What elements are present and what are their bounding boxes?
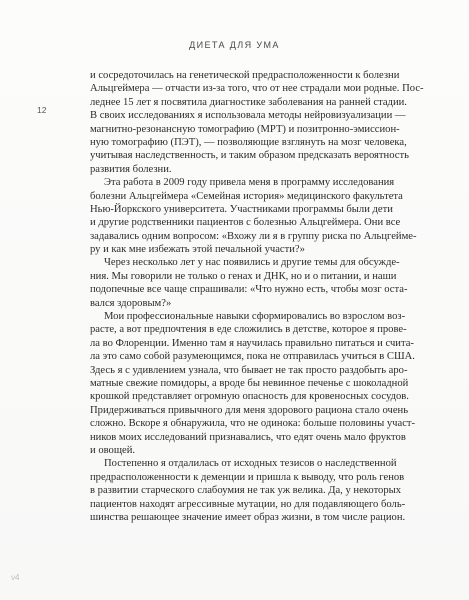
running-head: ДИЕТА ДЛЯ УМА bbox=[189, 40, 280, 50]
text-line: и овощей. bbox=[90, 444, 136, 456]
footer-mark: ν4 bbox=[11, 573, 20, 582]
text-line: шинства решающее значение имеет образ жизни, в том числе рацион. bbox=[90, 511, 406, 523]
text-line: Эта работа в 2009 году привела меня в программу исследования bbox=[104, 177, 395, 189]
text-line: Здесь я с удивлением узнала, что бывает не так просто раздобыть аро- bbox=[90, 364, 408, 376]
text-line: крошкой представляет огромную опасность для кровеносных сосудов. bbox=[90, 391, 409, 403]
text-line: ру и как мне избежать этой печальной участи?» bbox=[90, 244, 305, 256]
paragraph bbox=[90, 256, 408, 310]
text-line: ла это само собой разумеющимся, пока не отправилась учиться в США. bbox=[90, 351, 415, 363]
text-line: магнитно-резонансную томографию (МРТ) и позитронно-эмиссион- bbox=[90, 123, 400, 135]
text-line: матные свежие помидоры, а вроде бы невинное печенье с шоколадной bbox=[90, 377, 409, 389]
text-line: и сосредоточилась на генетической предрасположенности к болезни bbox=[90, 70, 400, 81]
text-line: расте, а вот предпочтения в еде сложились в детстве, которое я прове- bbox=[90, 324, 407, 336]
text-line: предрасположенности к деменции и пришла к выводу, что роль генов bbox=[90, 471, 405, 483]
paragraph bbox=[90, 69, 424, 176]
text-line: подопечные все чаще спрашивали: «Что нужно есть, чтобы мозг оста- bbox=[90, 284, 408, 296]
paragraph bbox=[90, 457, 406, 524]
text-line: вался здоровым?» bbox=[90, 297, 172, 309]
text-line: пациентов находят агрессивные мутации, но для подавляющего боль- bbox=[90, 498, 406, 510]
text-line: сложно. Вскоре я обнаружила, что не одинока: больше половины участ- bbox=[90, 418, 416, 430]
text-line: развития болезни. bbox=[90, 163, 172, 175]
text-line: Постепенно я отдалилась от исходных тезисов о наследственной bbox=[104, 458, 397, 470]
text-line: Нью-Йоркского университета. Участниками программы были дети bbox=[90, 203, 393, 215]
text-line: ников моих исследований признавались, что едят очень мало фруктов bbox=[90, 431, 406, 443]
text-line: в развитии старческого слабоумия не так уж велика. Да, у некоторых bbox=[90, 485, 402, 497]
text-line: ла во Флоренции. Именно там я научилась правильно питаться и счита- bbox=[90, 337, 414, 349]
text-line: Придерживаться привычного для меня здорового рациона стало очень bbox=[90, 404, 409, 416]
text-line: учитывая наследственность, и таким образом предсказать вероятность bbox=[90, 150, 409, 162]
text-line: В своих исследованиях я использовала методы нейровизуализации — bbox=[90, 110, 406, 122]
body-text bbox=[90, 69, 424, 524]
text-line: болезни Альцгеймера «Семейная история» медицинского факультета bbox=[90, 190, 403, 202]
text-line: Альцгеймера — отчасти из-за того, что от нее страдали мои родные. Пос- bbox=[90, 83, 424, 95]
paragraph bbox=[90, 176, 417, 256]
page-number: 12 bbox=[37, 105, 47, 115]
text-line: ния. Мы говорили не только о генах и ДНК, но и о питании, и наши bbox=[90, 270, 397, 282]
text-line: и другие родственники пациентов с болезнью Альцгеймера. Они все bbox=[90, 217, 401, 229]
text-line: Через несколько лет у нас появились и другие темы для обсужде- bbox=[104, 257, 400, 269]
paragraph bbox=[90, 310, 416, 457]
text-line: леднее 15 лет я посвятила диагностике заболевания на ранней стадии. bbox=[90, 96, 407, 108]
text-line: задавались одним вопросом: «Вхожу ли я в группу риска по Альцгейме- bbox=[90, 230, 417, 242]
text-line: ную томографию (ПЭТ), — позволяющие взглянуть на мозг человека, bbox=[90, 136, 407, 148]
text-line: Мои профессиональные навыки сформировались во взрослом воз- bbox=[104, 311, 406, 323]
